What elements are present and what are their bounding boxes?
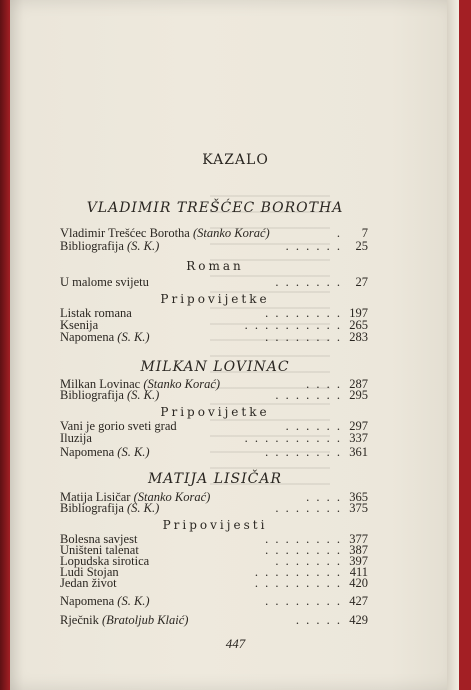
entry-title: Vladimir Trešćec Borotha: [60, 226, 190, 240]
leader-dots: . . . . . . .: [275, 388, 342, 402]
genre-subheading: Pripovijetke: [160, 405, 270, 419]
entry-credit: (Stanko Korać): [133, 490, 211, 504]
page-ref: 429: [349, 613, 368, 627]
leader-dots: . . . . . .: [285, 239, 342, 253]
entry-title: Napomena: [60, 594, 115, 608]
toc-entry: [60, 330, 368, 344]
entry-title: Jedan život: [60, 576, 117, 590]
leader-dots: . . . . . . . .: [265, 594, 342, 608]
page-ref: 387: [349, 543, 368, 557]
leader-dots: . . . . .: [295, 613, 342, 627]
page-ref: 197: [349, 306, 368, 320]
page-ref: 411: [349, 565, 368, 579]
entry-credit: (Stanko Korać): [143, 377, 221, 391]
entry-title: Napomena: [60, 330, 115, 344]
entry-credit: (S. K.): [127, 239, 160, 253]
entry-title: Ludi Stojan: [60, 565, 119, 579]
page-number: 447: [225, 636, 246, 651]
toc-entry: [60, 275, 368, 289]
author-heading: MILKAN LOVINAC: [140, 359, 290, 375]
page-ref: 427: [349, 594, 368, 608]
leader-dots: . . . . . . . . . .: [244, 318, 342, 332]
entry-title: Lopudska sirotica: [60, 554, 150, 568]
leader-dots: . . . . . . . .: [265, 330, 342, 344]
toc-title: KAZALO: [202, 152, 269, 168]
entry-title: Listak romana: [60, 306, 132, 320]
entry-title: Uništeni talenat: [60, 543, 139, 557]
page-ref: 337: [349, 431, 368, 445]
toc-entry: [60, 613, 368, 627]
page-ref: 295: [349, 388, 368, 402]
toc-entry: [60, 388, 368, 402]
leader-dots: . . . . . .: [285, 419, 342, 433]
page-ref: 287: [349, 377, 368, 391]
entry-credit: (Bratoljub Klaić): [102, 613, 189, 627]
leader-dots: . . . . . . .: [275, 501, 342, 515]
page-ref: 265: [349, 318, 368, 332]
toc-entry: [60, 594, 368, 608]
entry-title: Rječnik: [60, 613, 99, 627]
leader-dots: . . . . . . . . .: [254, 565, 342, 579]
entry-title: U malome svijetu: [60, 275, 149, 289]
page-ref: 361: [349, 445, 368, 459]
entry-credit: (Stanko Korać): [192, 226, 270, 240]
leader-dots: . . . . . . . . . .: [244, 431, 342, 445]
genre-subheading: Pripovijesti: [162, 518, 268, 532]
leader-dots: . . . .: [306, 377, 342, 391]
entry-title: Vani je gorio sveti grad: [60, 419, 177, 433]
page-ref: 375: [349, 501, 368, 515]
entry-credit: (S. K.): [117, 594, 150, 608]
leader-dots: . . . .: [306, 490, 342, 504]
page-ref: 297: [349, 419, 368, 433]
leader-dots: . . . . . . . .: [265, 543, 342, 557]
genre-subheading: Roman: [186, 259, 244, 273]
page-ref: 283: [349, 330, 368, 344]
toc-entry: [60, 226, 368, 240]
author-heading: VLADIMIR TREŠĆEC BOROTHA: [86, 200, 344, 216]
page-ref: 420: [349, 576, 368, 590]
page-ref: 377: [349, 532, 368, 546]
entry-credit: (S. K.): [117, 445, 150, 459]
entry-title: Milkan Lovinac: [60, 377, 141, 391]
page-ref: 7: [361, 226, 368, 240]
entry-credit: (S. K.): [127, 501, 160, 515]
entry-title: Bibliografija: [60, 501, 124, 515]
entry-title: Ksenija: [60, 318, 99, 332]
leader-dots: . . . . . . . .: [265, 532, 342, 546]
leader-dots: . . . . . . .: [275, 275, 342, 289]
entry-title: Bibliografija: [60, 239, 124, 253]
book-cover-edge: [0, 0, 10, 690]
entry-title: Napomena: [60, 445, 115, 459]
toc-entry: [60, 445, 368, 459]
entry-title: Bolesna savjest: [60, 532, 138, 546]
leader-dots: .: [336, 226, 342, 240]
toc-entry: [60, 576, 368, 590]
entry-credit: (S. K.): [127, 388, 160, 402]
toc-entry: [60, 431, 368, 445]
entry-title: Bibliografija: [60, 388, 124, 402]
leader-dots: . . . . . . . .: [265, 306, 342, 320]
entry-title: Matija Lisičar: [60, 490, 131, 504]
genre-subheading: Pripovijetke: [160, 292, 270, 306]
page-ref: 27: [355, 275, 368, 289]
toc-entry: [60, 239, 368, 253]
page-ref: 397: [349, 554, 368, 568]
entry-credit: (S. K.): [117, 330, 150, 344]
leader-dots: . . . . . . . .: [265, 445, 342, 459]
toc-entry: [60, 501, 368, 515]
entry-title: Iluzija: [60, 431, 92, 445]
page-ref: 365: [349, 490, 368, 504]
page-edge: [447, 0, 459, 690]
leader-dots: . . . . . . . . .: [254, 576, 342, 590]
author-heading: MATIJA LISIČAR: [147, 471, 283, 487]
leader-dots: . . . . . . .: [275, 554, 342, 568]
page-ref: 25: [355, 239, 368, 253]
